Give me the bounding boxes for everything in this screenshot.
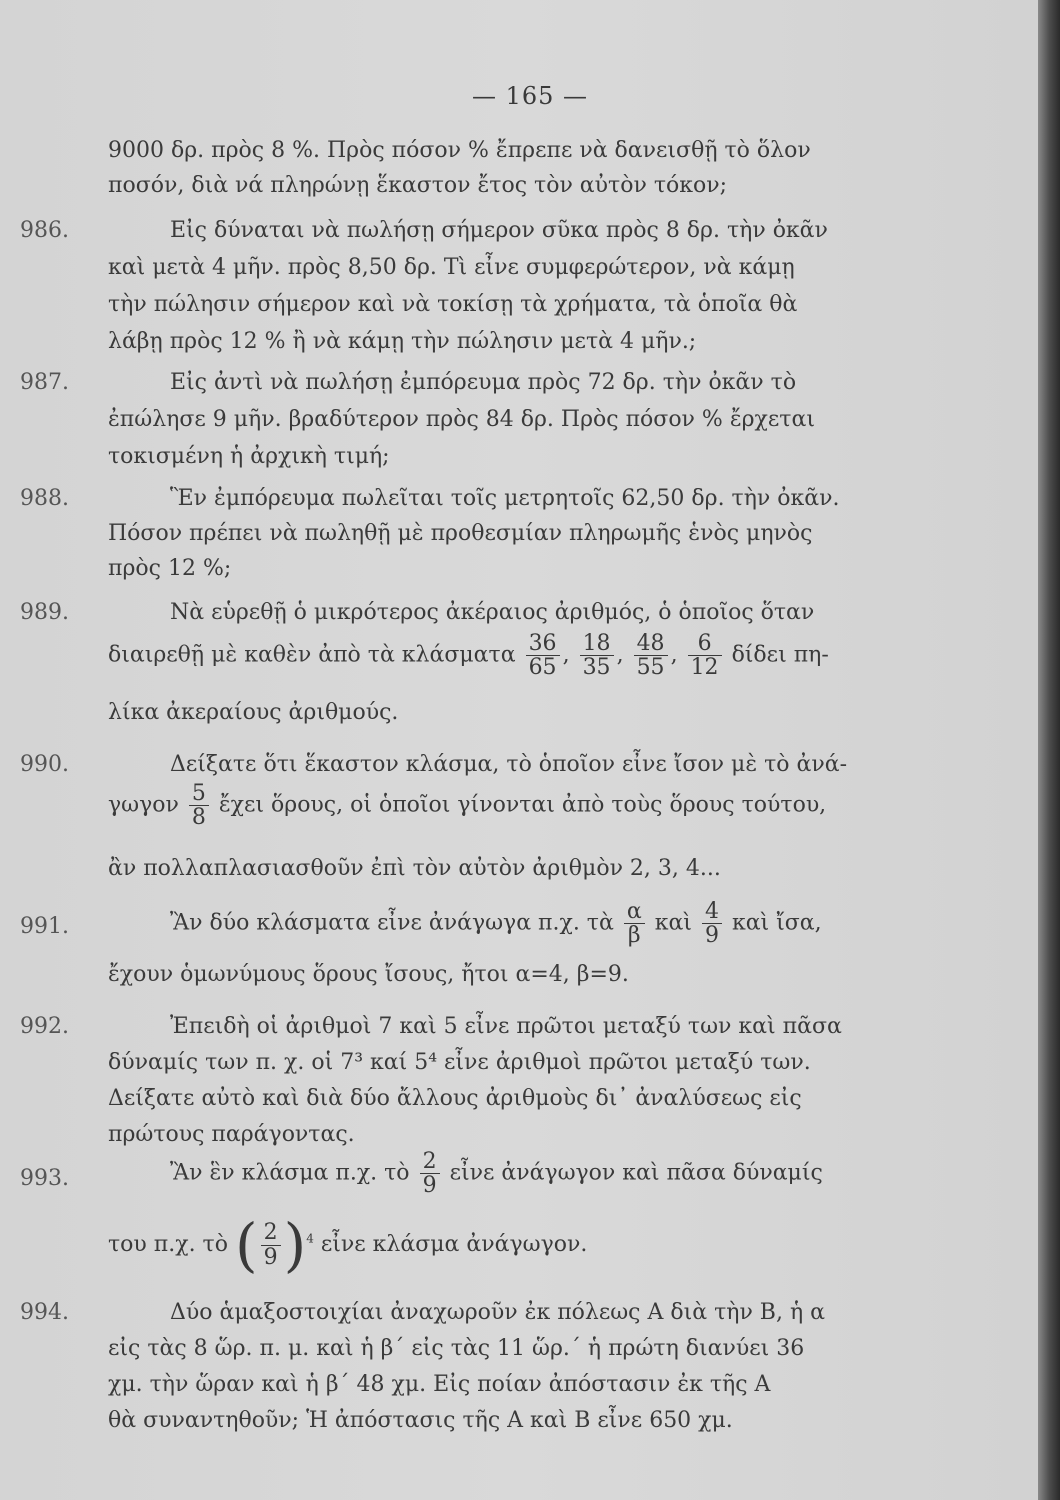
denominator: 12 xyxy=(688,655,722,679)
numerator: 36 xyxy=(528,631,557,656)
text-line: λάβῃ πρὸς 12 % ἢ νὰ κάμῃ τὴν πώλησιν μετὰ 4 μῆν.; xyxy=(108,329,697,354)
numerator: 48 xyxy=(636,631,665,656)
text-line: Εἰς δύναται νὰ πωλήσῃ σήμερον σῦκα πρὸς 8 δρ. τὴν ὀκᾶν xyxy=(170,218,828,243)
problem-number: 994. xyxy=(20,1300,69,1325)
denominator: 35 xyxy=(580,655,614,679)
denominator: 9 xyxy=(261,1245,281,1269)
text-line: καὶ μετὰ 4 μῆν. πρὸς 8,50 δρ. Τὶ εἶνε συμφερώτερον, νὰ κάμῃ xyxy=(108,255,795,280)
problem-number: 992. xyxy=(20,1014,69,1039)
numerator: 2 xyxy=(263,1220,278,1246)
text-segment: γωγον xyxy=(108,792,179,818)
text-segment: εἶνε κλάσμα ἀνάγωγον. xyxy=(320,1232,588,1257)
denominator: 55 xyxy=(634,655,668,679)
fraction-6-12 xyxy=(688,632,722,679)
fraction-18-35 xyxy=(580,632,614,679)
text-segment: ἔχει ὅρους, οἱ ὁποῖοι γίνονται ἀπὸ τοὺς ὅρους τούτου, xyxy=(218,792,827,818)
page-number: — 165 — xyxy=(471,82,589,110)
exponent: 4 xyxy=(306,1231,314,1246)
text-line: Ἐπειδὴ οἱ ἀριθμοὶ 7 καὶ 5 εἶνε πρῶτοι μεταξύ των καὶ πᾶσα xyxy=(170,1014,842,1039)
text-line: τοκισμένη ἡ ἀρχικὴ τιμή; xyxy=(108,444,390,469)
text-line: ποσόν, διὰ νά πληρώνῃ ἕκαστον ἔτος τὸν αὐτὸν τόκον; xyxy=(108,173,728,198)
numerator: 2 xyxy=(422,1149,437,1174)
text-line: Νὰ εὑρεθῇ ὁ μικρότερος ἀκέραιος ἀριθμός, ὁ ὁποῖος ὅταν xyxy=(170,600,815,625)
numerator: 5 xyxy=(191,781,206,806)
problem-number: 986. xyxy=(20,218,69,243)
fraction-alpha-beta xyxy=(624,900,645,947)
fraction-5-8 xyxy=(189,782,209,829)
text-line: πρὸς 12 %; xyxy=(108,556,232,581)
text-segment: εἶνε ἀνάγωγον καὶ πᾶσα δύναμίς xyxy=(449,1160,823,1186)
fraction-line xyxy=(170,1150,823,1197)
fraction-line: διαιρεθῇ μὲ καθὲν ἀπὸ τὰ κλάσματα $\frac{36}{65}$ , $\frac{18}{35}$ , $\frac{48}{55}$ , $\frac{6}{12}$ δίδει πη- xyxy=(108,631,829,681)
text-line: λίκα ἀκεραίους ἀριθμούς. xyxy=(108,700,399,725)
text-line: εἰς τὰς 8 ὥρ. π. μ. καὶ ἡ β΄ εἰς τὰς 11 ὥρ.΄ ἡ πρώτη διανύει 36 xyxy=(108,1336,805,1361)
fraction-36-65 xyxy=(526,632,560,679)
problem-number: 993. xyxy=(20,1166,69,1191)
problem-number: 988. xyxy=(20,486,69,511)
denominator: β xyxy=(624,923,645,947)
fraction-2-9-power xyxy=(261,1221,281,1268)
text-line: ἐπώλησε 9 μῆν. βραδύτερον πρὸς 84 δρ. Πρὸς πόσον % ἔρχεται xyxy=(108,407,815,432)
denominator: 65 xyxy=(526,655,560,679)
text-segment: δίδει πη- xyxy=(731,642,829,668)
power-line xyxy=(108,1211,588,1279)
text-line: Πόσον πρέπει νὰ πωληθῇ μὲ προθεσμίαν πληρωμῆς ἑνὸς μηνὸς xyxy=(108,521,813,546)
text-line: Δύο ἁμαξοστοιχίαι ἀναχωροῦν ἐκ πόλεως Α διὰ τὴν Β, ἡ α xyxy=(170,1300,825,1325)
numerator: α xyxy=(626,899,642,924)
problem-number: 987. xyxy=(20,370,69,395)
text-line: Ἓν ἐμπόρευμα πωλεῖται τοῖς μετρητοῖς 62,50 δρ. τὴν ὀκᾶν. xyxy=(170,486,840,511)
text-segment: καὶ xyxy=(654,910,692,936)
text-line: θὰ συναντηθοῦν; Ἡ ἀπόστασις τῆς Α καὶ Β εἶνε 650 χμ. xyxy=(108,1408,733,1433)
numerator: 18 xyxy=(582,631,611,656)
denominator: 8 xyxy=(189,805,209,829)
text-segment: καὶ ἴσα, xyxy=(731,910,822,936)
problem-number: 991. xyxy=(20,914,69,939)
text-line: τὴν πώλησιν σήμερον καὶ νὰ τοκίσῃ τὰ χρήματα, τὰ ὁποῖα θὰ xyxy=(108,292,798,317)
text-line: Εἰς ἀντὶ νὰ πωλήσῃ ἐμπόρευμα πρὸς 72 δρ. τὴν ὀκᾶν τὸ xyxy=(170,370,797,395)
text-line: ἔχουν ὁμωνύμους ὅρους ἴσους, ἤτοι α=4, β=9. xyxy=(108,962,629,987)
fraction-line xyxy=(108,782,826,829)
problem-number: 989. xyxy=(20,600,69,625)
text-segment: Ἂν δύο κλάσματα εἶνε ἀνάγωγα π.χ. τὰ xyxy=(170,910,614,936)
text-line: ἂν πολλαπλασιασθοῦν ἐπὶ τὸν αὐτὸν ἀριθμὸν 2, 3, 4... xyxy=(108,856,721,881)
text-segment: του π.χ. τὸ xyxy=(108,1232,228,1257)
text-line: πρώτους παράγοντας. xyxy=(108,1122,355,1147)
fraction-2-9 xyxy=(420,1150,440,1197)
fraction-line xyxy=(170,900,822,947)
right-paren: ) xyxy=(283,1211,307,1279)
text-line: δύναμίς των π. χ. οἱ 7³ καί 5⁴ εἶνε ἀριθμοὶ πρῶτοι μεταξύ των. xyxy=(108,1050,811,1075)
book-spine-edge xyxy=(1038,0,1060,1500)
numerator: 4 xyxy=(704,899,719,924)
text-line: Δείξατε ὅτι ἕκαστον κλάσμα, τὸ ὁποῖον εἶνε ἴσον μὲ τὸ ἀνά- xyxy=(170,752,848,777)
fraction-48-55 xyxy=(634,632,668,679)
problem-number: 990. xyxy=(20,752,69,777)
left-paren: ( xyxy=(234,1211,258,1279)
text-line: Δείξατε αὐτὸ καὶ διὰ δύο ἄλλους ἀριθμοὺς δι᾽ ἀναλύσεως εἰς xyxy=(108,1086,802,1111)
denominator: 9 xyxy=(420,1173,440,1197)
text-line: χμ. τὴν ὥραν καὶ ἡ β΄ 48 χμ. Εἰς ποίαν ἀπόστασιν ἐκ τῆς Α xyxy=(108,1372,771,1397)
text-segment: Ἂν ἓν κλάσμα π.χ. τὸ xyxy=(170,1160,410,1186)
numerator: 6 xyxy=(697,631,712,656)
text-line: 9000 δρ. πρὸς 8 %. Πρὸς πόσον % ἔπρεπε νὰ δανεισθῇ τὸ ὅλον xyxy=(108,138,811,163)
fraction-4-9 xyxy=(702,900,722,947)
denominator: 9 xyxy=(702,923,722,947)
text-segment: διαιρεθῇ μὲ καθὲν ἀπὸ τὰ κλάσματα xyxy=(108,642,516,668)
